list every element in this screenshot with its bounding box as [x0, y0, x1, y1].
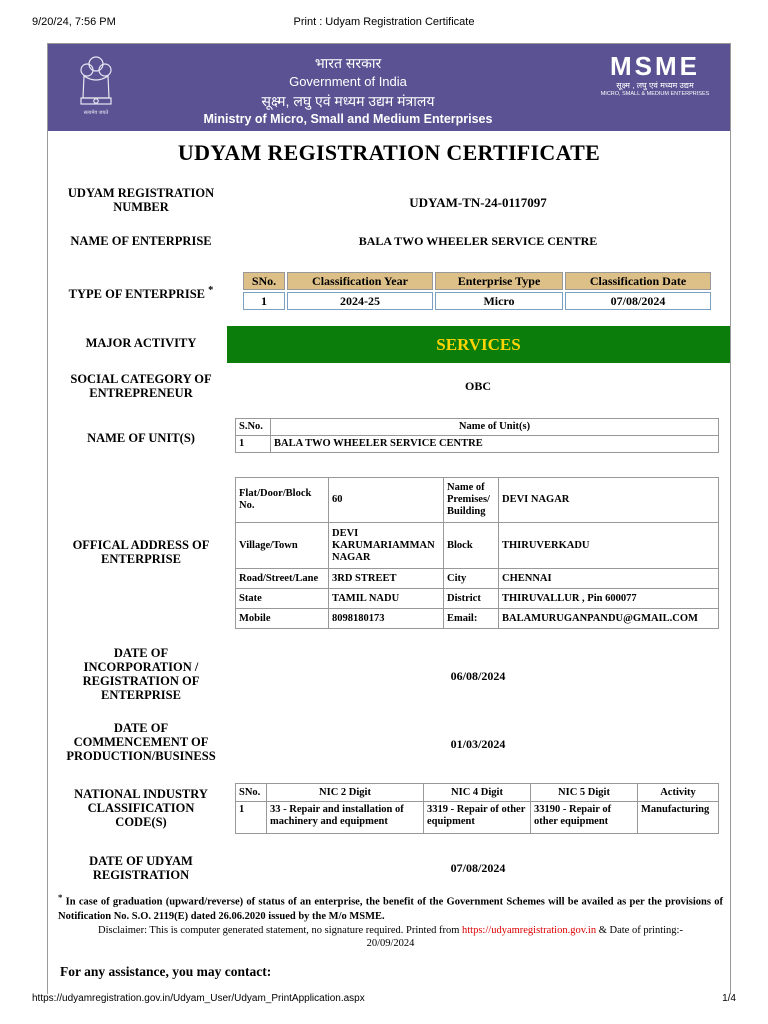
msme-logo [600, 52, 710, 97]
address-district-value: THIRUVALLUR , Pin 600077 [499, 589, 719, 609]
print-url: https://udyamregistration.gov.in/Udyam_User/Udyam_PrintApplication.aspx [32, 993, 365, 1004]
nic-header-4digit: NIC 4 Digit [424, 784, 531, 802]
units-cell-sno: 1 [236, 436, 271, 453]
enterprise-name-value: BALA TWO WHEELER SERVICE CENTRE [358, 234, 598, 248]
nic-table [235, 783, 719, 834]
address-block-value: THIRUVERKADU [499, 523, 719, 569]
address-state-label: State [236, 589, 329, 609]
hindi-government-text: भारत सरकार [314, 55, 382, 71]
nic-code-label: NATIONAL INDUSTRY CLASSIFICATION CODE(S) [74, 787, 208, 829]
nic-header-activity: Activity [638, 784, 719, 802]
units-cell-name: BALA TWO WHEELER SERVICE CENTRE [271, 436, 719, 453]
address-village-label: Village/Town [236, 523, 329, 569]
address-email-label: Email: [444, 609, 499, 629]
hindi-ministry-text: सूक्ष्म, लघु एवं मध्यम उद्यम मंत्रालय [261, 93, 435, 109]
commencement-date-value: 01/03/2024 [450, 737, 506, 751]
msme-logo-english: MICRO, SMALL & MEDIUM ENTERPRISES [600, 91, 710, 97]
type-header-sno: SNo. [243, 272, 285, 290]
incorporation-date-label: DATE OF INCORPORATION / REGISTRATION OF ENTERPRISE [82, 646, 200, 702]
address-district-label: District [444, 589, 499, 609]
msme-logo-text: MSME [610, 51, 700, 81]
udyam-date-label: DATE OF UDYAM REGISTRATION [89, 854, 193, 882]
address-state-value: TAMIL NADU [329, 589, 444, 609]
type-cell-year: 2024-25 [287, 292, 433, 310]
address-email-value: BALAMURUGANPANDU@GMAIL.COM [499, 609, 719, 629]
registration-number-label: UDYAM REGISTRATION NUMBER [67, 186, 215, 214]
incorporation-date-value: 06/08/2024 [450, 669, 506, 683]
address-table [235, 477, 719, 629]
type-header-type: Enterprise Type [435, 272, 563, 290]
ministry-text: Ministry of Micro, Small and Medium Enterprises [203, 112, 493, 126]
contact-heading: For any assistance, you may contact: [60, 964, 272, 979]
type-header-year: Classification Year [287, 272, 433, 290]
nic-cell-activity: Manufacturing [638, 802, 719, 834]
ministry-banner [48, 44, 730, 131]
type-cell-type: Micro [435, 292, 563, 310]
nic-header-sno: SNo. [236, 784, 267, 802]
address-label: OFFICAL ADDRESS OF ENTERPRISE [72, 538, 210, 566]
units-header-sno: S.No. [236, 419, 271, 436]
address-mobile-label: Mobile [236, 609, 329, 629]
type-cell-date: 07/08/2024 [565, 292, 711, 310]
address-city-value: CHENNAI [499, 569, 719, 589]
type-cell-sno: 1 [243, 292, 285, 310]
address-road-label: Road/Street/Lane [236, 569, 329, 589]
national-emblem-icon [76, 54, 116, 120]
registration-number-value: UDYAM-TN-24-0117097 [409, 195, 547, 210]
udyam-portal-link[interactable]: https://udyamregistration.gov.in [462, 925, 597, 936]
enterprise-name-label: NAME OF ENTERPRISE [70, 234, 212, 248]
disclaimer: Disclaimer: This is computer generated statement, no signature required. Printed from https://udyamregistration.gov.in & Date of printing:- 20/09/2024 [98, 925, 683, 949]
address-village-value: DEVI KARUMARIAMMAN NAGAR [329, 523, 444, 569]
address-premises-label: Name of Premises/ Building [444, 478, 499, 523]
nic-cell-5digit: 33190 - Repair of other equipment [531, 802, 638, 834]
major-activity-value: SERVICES [227, 326, 730, 363]
emblem-caption: सत्यमेव जयते [83, 110, 109, 116]
enterprise-type-label: TYPE OF ENTERPRISE * [68, 285, 214, 302]
address-flat-value: 60 [329, 478, 444, 523]
certificate [47, 43, 731, 994]
units-header-name: Name of Unit(s) [271, 419, 719, 436]
nic-cell-sno: 1 [236, 802, 267, 834]
social-category-value: OBC [464, 379, 491, 393]
enterprise-type-table [241, 270, 713, 312]
government-text: Government of India [289, 74, 407, 89]
units-label: NAME OF UNIT(S) [87, 431, 195, 445]
nic-cell-2digit: 33 - Repair and installation of machinery and equipment [267, 802, 424, 834]
address-city-label: City [444, 569, 499, 589]
print-datetime: 9/20/24, 7:56 PM [32, 16, 116, 28]
major-activity-label: MAJOR ACTIVITY [85, 336, 197, 350]
nic-header-5digit: NIC 5 Digit [531, 784, 638, 802]
social-category-label: SOCIAL CATEGORY OF ENTREPRENEUR [70, 372, 212, 400]
print-header [0, 0, 768, 40]
address-premises-value: DEVI NAGAR [499, 478, 719, 523]
print-page-title: Print : Udyam Registration Certificate [293, 16, 475, 28]
commencement-date-label: DATE OF COMMENCEMENT OF PRODUCTION/BUSINESS [66, 721, 216, 763]
certificate-title: UDYAM REGISTRATION CERTIFICATE [177, 140, 601, 165]
address-block-label: Block [444, 523, 499, 569]
print-page-number: 1/4 [722, 993, 736, 1004]
nic-header-2digit: NIC 2 Digit [267, 784, 424, 802]
msme-logo-hindi: सूक्ष्म , लघु एवं मध्यम उद्यम [616, 81, 694, 90]
udyam-date-value: 07/08/2024 [450, 861, 506, 875]
print-date: 20/09/2024 [366, 938, 415, 949]
address-road-value: 3RD STREET [329, 569, 444, 589]
nic-cell-4digit: 3319 - Repair of other equipment [424, 802, 531, 834]
address-mobile-value: 8098180173 [329, 609, 444, 629]
type-header-date: Classification Date [565, 272, 711, 290]
address-flat-label: Flat/Door/Block No. [236, 478, 329, 523]
units-table [235, 418, 719, 453]
graduation-note: * In case of graduation (upward/reverse) of status of an enterprise, the benefit of the Government Schemes will be availed as per the provisions of Notification No. S.O. 2119(E) dated 26.06.2020 issued by the M/o MSME. [58, 892, 724, 922]
